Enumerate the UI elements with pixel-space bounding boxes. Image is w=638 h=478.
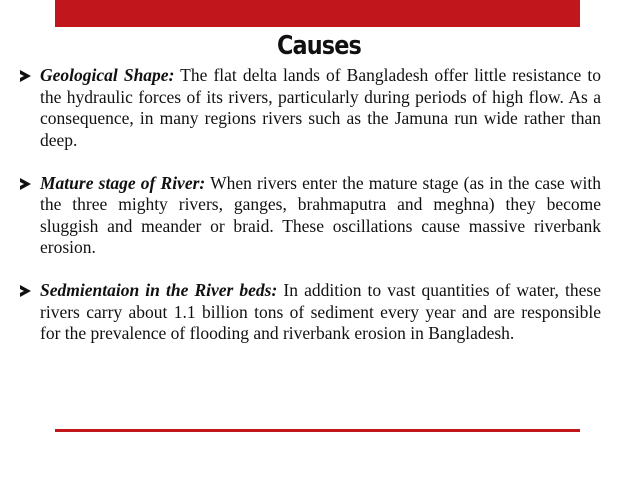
bottom-accent-line bbox=[55, 429, 580, 432]
bullet-item-mature-stage bbox=[20, 173, 601, 259]
arrow-bullet-icon bbox=[20, 285, 31, 297]
bullet-term: Geological Shape: bbox=[40, 65, 175, 85]
slide-title: Causes bbox=[276, 31, 362, 61]
bullet-term: Sedmientaion in the River beds: bbox=[40, 280, 278, 300]
arrow-bullet-icon bbox=[20, 178, 31, 190]
bullet-item-geological-shape bbox=[20, 65, 601, 151]
arrow-bullet-icon bbox=[20, 70, 31, 82]
bullet-term: Mature stage of River: bbox=[40, 172, 206, 193]
top-accent-bar bbox=[55, 0, 580, 27]
bullet-text: When rivers enter the mature stage (as in the case with the three mighty rivers, ganges, brahmaputra and meghna) they become sluggish and meander or braid. These oscillations cause massive riverbank erosion. bbox=[40, 172, 601, 257]
bullet-text: In addition to vast quantities of water, these rivers carry about 1.1 billion tons of sediment every year and are responsible for the prevalence of flooding and riverbank erosion in Bangladesh. bbox=[40, 280, 601, 343]
bullet-text: The flat delta lands of Bangladesh offer little resistance to the hydraulic forces of its rivers, particularly during periods of high flow. As a consequence, in many regions rivers such as the Jamuna run wide rather than deep. bbox=[40, 65, 601, 150]
bullet-item-sedimentation bbox=[20, 280, 601, 345]
bullet-list bbox=[20, 65, 601, 366]
